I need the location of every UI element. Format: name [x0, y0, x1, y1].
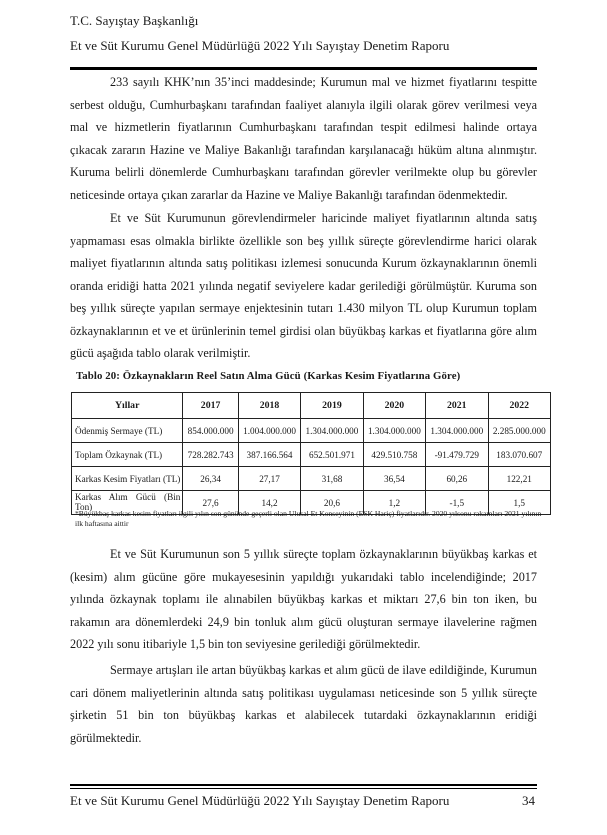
- table-cell: 652.501.971: [301, 443, 363, 467]
- equity-purchasing-power-table: [71, 392, 551, 515]
- table-cell: 387.166.564: [238, 443, 300, 467]
- paragraph-text: 233 sayılı KHK’nın 35’inci maddesinde; Kurumun mal ve hizmet fiyatlarını tespitte serbest olduğu, Cumhurbaşkanı tarafından faaliyet alanıyla ilgili olarak görev verilmesi veya mal ve hizmetlerin fiyatlarının Cumhurbaşkanı tarafından tespit edilmesi halinde ortaya çıkacak zararın Hazine ve Maliye Bakanlığı tarafından karşılanacağı hüküm altına alınmıştır. Kuruma belirli dönemlerde Cumhurbaşkanı tarafından görevler verilmekte olup bu görevler neticesinde ortaya çıkan zararlar da Hazine ve Maliye Bakanlığı tarafından ödenmektedir.: [70, 75, 537, 202]
- column-header: 2019: [301, 393, 363, 419]
- table-cell: 854.000.000: [183, 419, 238, 443]
- page-number: 34: [522, 793, 535, 808]
- column-header: Yıllar: [72, 393, 183, 419]
- paragraph-2: [70, 207, 537, 365]
- table-cell: 1.304.000.000: [301, 419, 363, 443]
- table-cell: 27,6: [183, 491, 238, 515]
- paragraph-text: Et ve Süt Kurumunun son 5 yıllık süreçte toplam özkaynaklarının büyükbaş karkas et (kesim) alım gücüne göre mukayesesinin yapıldığı yukarıdaki tablo incelendiğinde; 2017 yılında özkaynak toplamı ile alınabilen büyükbaş karkas et miktarı 27,6 bin ton iken, bu rakamın ara dönemlerdeki 24,9 bin tonluk alım gücü oluşturan sermaye ilavelerine rağmen 2022 yılı sonu itibariyle 1,5 bin ton seviyesine gerilediği görülmektedir.: [70, 547, 537, 651]
- header-institution: T.C. Sayıştay Başkanlığı: [70, 13, 199, 28]
- table-cell: 26,34: [183, 467, 238, 491]
- paragraph-1: [70, 71, 537, 206]
- column-header: 2018: [238, 393, 300, 419]
- row-label: Karkas Kesim Fiyatları (TL): [72, 467, 183, 491]
- table-cell: 1.004.000.000: [238, 419, 300, 443]
- table-cell: 14,2: [238, 491, 300, 515]
- table-cell: 429.510.758: [363, 443, 425, 467]
- table-cell: 31,68: [301, 467, 363, 491]
- column-header: 2017: [183, 393, 238, 419]
- table-cell: 36,54: [363, 467, 425, 491]
- column-header: 2020: [363, 393, 425, 419]
- header-report-title: Et ve Süt Kurumu Genel Müdürlüğü 2022 Yılı Sayıştay Denetim Raporu: [70, 38, 450, 53]
- table-row: [72, 419, 551, 443]
- row-label: Toplam Özkaynak (TL): [72, 443, 183, 467]
- table-cell: 1.304.000.000: [426, 419, 488, 443]
- table-cell: 728.282.743: [183, 443, 238, 467]
- paragraph-4: [70, 659, 537, 749]
- table-cell: 183.070.607: [488, 443, 551, 467]
- table-cell: -1,5: [426, 491, 488, 515]
- table-cell: -91.479.729: [426, 443, 488, 467]
- row-label: Karkas Alım Gücü (Bin Ton): [72, 491, 183, 515]
- header-rule: [70, 67, 537, 70]
- table-header-row: [72, 393, 551, 419]
- column-header: 2022: [488, 393, 551, 419]
- table-cell: 122,21: [488, 467, 551, 491]
- table-cell: 2.285.000.000: [488, 419, 551, 443]
- footer-rule-thick: [70, 784, 537, 786]
- table-cell: 27,17: [238, 467, 300, 491]
- column-header: 2021: [426, 393, 488, 419]
- table-cell: 1,5: [488, 491, 551, 515]
- table-row: [72, 467, 551, 491]
- footer-rule-thin: [70, 788, 537, 789]
- row-label: Ödenmiş Sermaye (TL): [72, 419, 183, 443]
- table-cell: 20,6: [301, 491, 363, 515]
- table-caption: Tablo 20: Özkaynakların Reel Satın Alma Gücü (Karkas Kesim Fiyatlarına Göre): [76, 370, 461, 382]
- paragraph-text: Sermaye artışları ile artan büyükbaş karkas et alım gücü de ilave edildiğinde, Kurumun cari dönem maliyetlerinin altında satış politikası uygulaması neticesinde son 5 yıllık süreçte şirketin 51 bin ton büyükbaş karkas et alabilecek tutardaki özkaynaklarının eridiği görülmektedir.: [70, 663, 537, 745]
- table-cell: 1,2: [363, 491, 425, 515]
- table-footnote: *Büyükbaş karkas kesim fiyatları ilgili yılın son gününde geçerli olan Ulusal Et Konseyinin (ESK Hariç) fiyatlarıdır. 2020 yılsonu rakamları 2021 yılının ilk haftasına aittir: [75, 509, 542, 528]
- paragraph-text: Et ve Süt Kurumunun görevlendirmeler haricinde maliyet fiyatlarının altında satış yapmaması esas olmakla birlikte özellikle son beş yıllık süreçte görevlendirme harici olarak maliyet fiyatlarının altında satış politikası izlemesi sonucunda Kurum özkaynaklarının önemli oranda eridiği hatta 2021 yılında negatif seviyelere kadar gerilediği görülmüştür. Kuruma son beş yıllık süreçte yapılan sermaye enjektesinin tutarı 1.430 milyon TL olup Kurumun toplam özkaynaklarının et ve et ürünlerinin temel girdisi olan büyükbaş karkas et fiyatlarına göre alım gücü aşağıda tablo olarak verilmiştir.: [70, 211, 537, 360]
- paragraph-3: [70, 543, 537, 656]
- table-cell: 1.304.000.000: [363, 419, 425, 443]
- table-row: [72, 443, 551, 467]
- footer-report-title: Et ve Süt Kurumu Genel Müdürlüğü 2022 Yılı Sayıştay Denetim Raporu: [70, 793, 450, 808]
- table-cell: 60,26: [426, 467, 488, 491]
